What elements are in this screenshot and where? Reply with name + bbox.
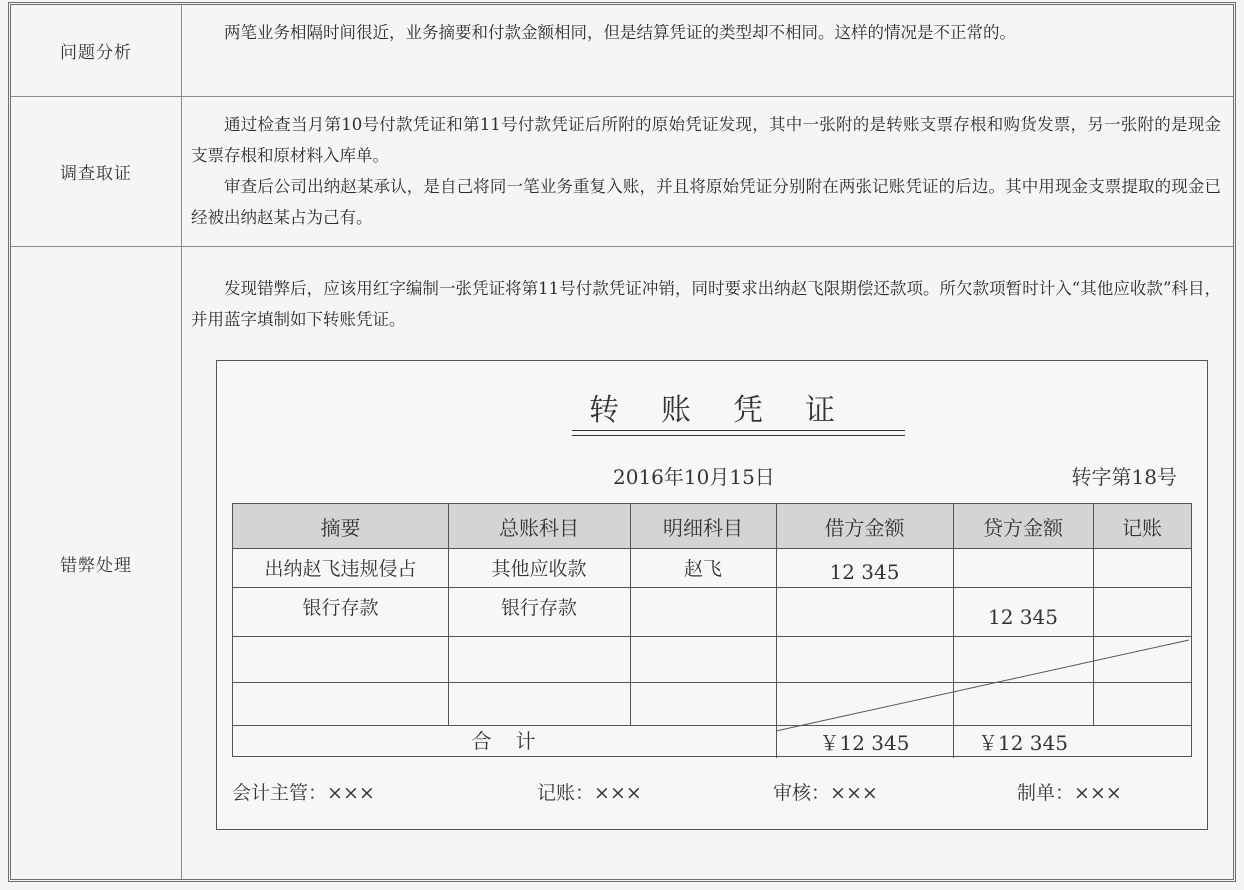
paragraph: 通过检查当月第10号付款凭证和第11号付款凭证后所附的原始凭证发现，其中一张附的是转账支票存根和购货发票，另一张附的是现金支票存根和原材料入库单。 xyxy=(191,115,1221,165)
cell-detail-account: 赵飞 xyxy=(683,558,722,580)
row-investigation xyxy=(11,97,1233,247)
signature-name: ××× xyxy=(327,782,375,804)
header-detail-account: 明细科目 xyxy=(663,515,743,540)
signature-reviewer: 审核：××× xyxy=(773,782,878,804)
row-content xyxy=(191,109,1221,233)
row-content xyxy=(191,17,1221,48)
paragraph: 审查后公司出纳赵某承认，是自己将同一笔业务重复入账，并且将原始凭证分别附在两张记账凭证的后边。其中用现金支票提取的现金已经被出纳赵某占为己有。 xyxy=(191,177,1221,227)
row-content xyxy=(191,273,1221,335)
header-debit: 借方金额 xyxy=(824,515,905,540)
header-general-account: 总账科目 xyxy=(499,515,579,540)
signature-role: 记账 xyxy=(537,782,576,804)
row-problem-analysis xyxy=(11,5,1233,97)
paragraph: 发现错弊后，应该用红字编制一张凭证将第11号付款凭证冲销，同时要求出纳赵飞限期偿还款项。所欠款项暂时计入“其他应收款”科目，并用蓝字填制如下转账凭证。 xyxy=(191,279,1221,329)
signature-role: 审核 xyxy=(773,782,812,804)
cell-credit xyxy=(953,548,1093,587)
header-summary: 摘要 xyxy=(320,515,361,540)
row-label: 调查取证 xyxy=(11,97,182,246)
cell-summary: 银行存款 xyxy=(302,596,379,619)
total-credit: ￥12 345 xyxy=(978,730,1068,755)
cell-credit: 12 345 xyxy=(988,605,1058,629)
voucher-date: 2016年10月15日 xyxy=(613,465,775,489)
signature-accounting-supervisor: 会计主管：××× xyxy=(232,782,375,804)
signature-name: ××× xyxy=(594,782,642,804)
total-debit: ￥12 345 xyxy=(819,730,910,755)
signature-role: 制单 xyxy=(1017,782,1056,804)
transfer-voucher xyxy=(216,360,1208,830)
title-underline xyxy=(572,435,905,436)
title-underline xyxy=(572,430,905,431)
row-error-handling xyxy=(11,247,1233,879)
voucher-title: 转账凭证 xyxy=(589,393,877,428)
total-label: 合 计 xyxy=(471,728,538,753)
header-credit: 贷方金额 xyxy=(983,515,1063,540)
signature-role: 会计主管 xyxy=(232,782,309,804)
voucher-number: 转字第18号 xyxy=(1071,465,1177,489)
cell-general-account: 银行存款 xyxy=(500,596,577,619)
signature-preparer: 制单：××× xyxy=(1017,782,1122,804)
row-label: 问题分析 xyxy=(11,5,182,96)
cell-debit: 12 345 xyxy=(829,559,900,584)
header-posted: 记账 xyxy=(1122,515,1162,540)
paragraph: 两笔业务相隔时间很近，业务摘要和付款金额相同，但是结算凭证的类型却不相同。这样的情况是不正常的。 xyxy=(224,23,1016,42)
signature-name: ××× xyxy=(830,782,878,804)
voucher-table xyxy=(232,503,1192,757)
row-label: 错弊处理 xyxy=(11,247,182,879)
signature-name: ××× xyxy=(1074,782,1122,804)
cell-summary: 出纳赵飞违规侵占 xyxy=(264,558,417,580)
case-analysis-table xyxy=(8,2,1236,882)
signature-bookkeeper: 记账：××× xyxy=(537,782,642,804)
cell-general-account: 其他应收款 xyxy=(491,558,587,580)
